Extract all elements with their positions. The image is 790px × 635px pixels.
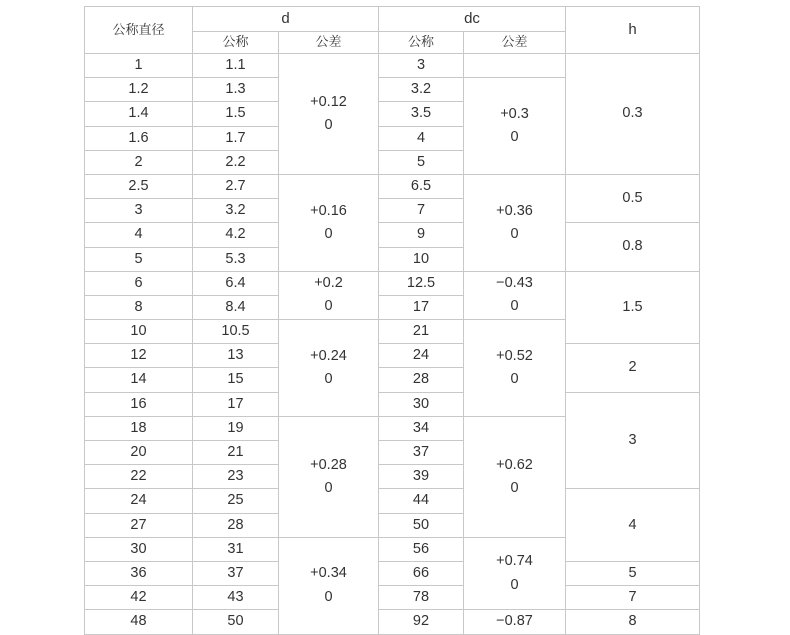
d-nominal-cell: 6.4: [193, 271, 279, 295]
h-cell: 1.5: [566, 271, 700, 344]
dc-tolerance-cell: [464, 416, 566, 537]
d-nominal-cell: 25: [193, 489, 279, 513]
tolerance-lower: 0: [324, 116, 333, 133]
table-row: [85, 223, 700, 247]
table-row: [85, 271, 700, 295]
nominal-diameter-cell: 2.5: [85, 174, 193, 198]
nominal-diameter-cell: 5: [85, 247, 193, 271]
dc-tolerance-cell: [464, 610, 566, 634]
tolerance-lower: 0: [510, 576, 519, 593]
tolerance-upper: +0.12: [310, 93, 347, 110]
nominal-diameter-cell: 42: [85, 586, 193, 610]
tolerance-upper: +0.28: [310, 456, 347, 473]
nominal-diameter-cell: 2: [85, 150, 193, 174]
nominal-diameter-cell: 14: [85, 368, 193, 392]
d-nominal-cell: 3.2: [193, 199, 279, 223]
h-cell: 4: [566, 489, 700, 562]
dc-nominal-cell: 3: [379, 54, 464, 78]
tolerance-upper: −0.87: [496, 613, 533, 630]
dc-nominal-cell: 50: [379, 513, 464, 537]
dc-nominal-cell: 3.2: [379, 78, 464, 102]
nominal-diameter-cell: 24: [85, 489, 193, 513]
nominal-diameter-cell: 48: [85, 610, 193, 634]
tolerance-upper: +0.74: [496, 553, 533, 570]
header-d: d: [193, 7, 379, 32]
table-row: [85, 610, 700, 634]
nominal-diameter-cell: 1.2: [85, 78, 193, 102]
header-dc: dc: [379, 7, 566, 32]
h-cell: 5: [566, 561, 700, 585]
nominal-diameter-cell: 3: [85, 199, 193, 223]
h-cell: 3: [566, 392, 700, 489]
dc-tolerance-cell: [464, 54, 566, 78]
dimensions-table: [84, 6, 700, 635]
dc-nominal-cell: 6.5: [379, 174, 464, 198]
tolerance-lower: 0: [510, 298, 519, 315]
nominal-diameter-cell: 18: [85, 416, 193, 440]
d-tolerance-cell: [279, 174, 379, 271]
subheader-dc-tolerance: 公差: [464, 32, 566, 54]
nominal-diameter-cell: 1: [85, 54, 193, 78]
dc-nominal-cell: 28: [379, 368, 464, 392]
dc-nominal-cell: 34: [379, 416, 464, 440]
nominal-diameter-cell: 27: [85, 513, 193, 537]
dc-tolerance-cell: [464, 78, 566, 175]
d-nominal-cell: 13: [193, 344, 279, 368]
d-nominal-cell: 1.5: [193, 102, 279, 126]
subheader-d-nominal: 公称: [193, 32, 279, 54]
tolerance-upper: +0.34: [310, 565, 347, 582]
dc-nominal-cell: 3.5: [379, 102, 464, 126]
nominal-diameter-cell: 22: [85, 465, 193, 489]
table-row: [85, 392, 700, 416]
dc-nominal-cell: 4: [379, 126, 464, 150]
dc-nominal-cell: 17: [379, 295, 464, 319]
nominal-diameter-cell: 16: [85, 392, 193, 416]
tolerance-upper: +0.52: [496, 347, 533, 364]
nominal-diameter-cell: 20: [85, 441, 193, 465]
nominal-diameter-cell: 4: [85, 223, 193, 247]
dc-tolerance-cell: [464, 174, 566, 271]
dc-nominal-cell: 12.5: [379, 271, 464, 295]
d-nominal-cell: 21: [193, 441, 279, 465]
d-nominal-cell: 17: [193, 392, 279, 416]
d-nominal-cell: 31: [193, 537, 279, 561]
tolerance-lower: 0: [324, 370, 333, 387]
tolerance-upper: −0.43: [496, 275, 533, 292]
d-nominal-cell: 37: [193, 561, 279, 585]
h-cell: 0.5: [566, 174, 700, 222]
d-tolerance-cell: [279, 537, 379, 634]
nominal-diameter-cell: 8: [85, 295, 193, 319]
d-nominal-cell: 1.3: [193, 78, 279, 102]
tolerance-lower: 0: [510, 479, 519, 496]
d-tolerance-cell: [279, 416, 379, 537]
tolerance-upper: +0.24: [310, 347, 347, 364]
subheader-dc-nominal: 公称: [379, 32, 464, 54]
table-body: [85, 54, 700, 635]
dc-nominal-cell: 7: [379, 199, 464, 223]
tolerance-lower: 0: [510, 370, 519, 387]
dc-nominal-cell: 78: [379, 586, 464, 610]
tolerance-upper: +0.62: [496, 456, 533, 473]
dc-nominal-cell: 9: [379, 223, 464, 247]
table-row: [85, 561, 700, 585]
dc-nominal-cell: 30: [379, 392, 464, 416]
h-cell: 7: [566, 586, 700, 610]
table-row: [85, 586, 700, 610]
d-nominal-cell: 23: [193, 465, 279, 489]
dc-tolerance-cell: [464, 320, 566, 417]
table-row: [85, 174, 700, 198]
d-nominal-cell: 15: [193, 368, 279, 392]
d-nominal-cell: 5.3: [193, 247, 279, 271]
tolerance-lower: 0: [324, 298, 333, 315]
tolerance-lower: 0: [510, 129, 519, 146]
d-tolerance-cell: [279, 271, 379, 319]
dc-nominal-cell: 66: [379, 561, 464, 585]
d-nominal-cell: 50: [193, 610, 279, 634]
tolerance-upper: +0.3: [500, 105, 529, 122]
h-cell: 0.3: [566, 54, 700, 175]
table-row: [85, 344, 700, 368]
h-cell: 8: [566, 610, 700, 634]
nominal-diameter-cell: 1.4: [85, 102, 193, 126]
tolerance-lower: 0: [324, 588, 333, 605]
d-nominal-cell: 28: [193, 513, 279, 537]
dc-nominal-cell: 24: [379, 344, 464, 368]
dc-nominal-cell: 39: [379, 465, 464, 489]
header-h: h: [566, 7, 700, 54]
d-nominal-cell: 2.7: [193, 174, 279, 198]
subheader-d-tolerance: 公差: [279, 32, 379, 54]
dc-nominal-cell: 56: [379, 537, 464, 561]
tolerance-upper: +0.36: [496, 202, 533, 219]
nominal-diameter-cell: 12: [85, 344, 193, 368]
tolerance-upper: +0.2: [314, 275, 343, 292]
d-nominal-cell: 43: [193, 586, 279, 610]
tolerance-lower: 0: [324, 225, 333, 242]
tolerance-upper: +0.16: [310, 202, 347, 219]
dc-nominal-cell: 92: [379, 610, 464, 634]
dc-nominal-cell: 10: [379, 247, 464, 271]
d-nominal-cell: 4.2: [193, 223, 279, 247]
d-tolerance-cell: [279, 320, 379, 417]
d-nominal-cell: 1.7: [193, 126, 279, 150]
nominal-diameter-cell: 6: [85, 271, 193, 295]
tolerance-lower: 0: [324, 479, 333, 496]
dc-tolerance-cell: [464, 537, 566, 610]
dc-nominal-cell: 37: [379, 441, 464, 465]
tolerance-lower: 0: [510, 225, 519, 242]
dc-tolerance-cell: [464, 271, 566, 319]
table-row: [85, 489, 700, 513]
h-cell: 2: [566, 344, 700, 392]
nominal-diameter-cell: 36: [85, 561, 193, 585]
nominal-diameter-cell: 1.6: [85, 126, 193, 150]
d-nominal-cell: 10.5: [193, 320, 279, 344]
d-nominal-cell: 19: [193, 416, 279, 440]
dc-nominal-cell: 21: [379, 320, 464, 344]
header-nominal-diameter: 公称直径: [85, 7, 193, 54]
d-nominal-cell: 1.1: [193, 54, 279, 78]
h-cell: 0.8: [566, 223, 700, 271]
d-nominal-cell: 8.4: [193, 295, 279, 319]
dc-nominal-cell: 5: [379, 150, 464, 174]
nominal-diameter-cell: 30: [85, 537, 193, 561]
d-nominal-cell: 2.2: [193, 150, 279, 174]
dc-nominal-cell: 44: [379, 489, 464, 513]
nominal-diameter-cell: 10: [85, 320, 193, 344]
table-row: [85, 54, 700, 78]
d-tolerance-cell: [279, 54, 379, 175]
